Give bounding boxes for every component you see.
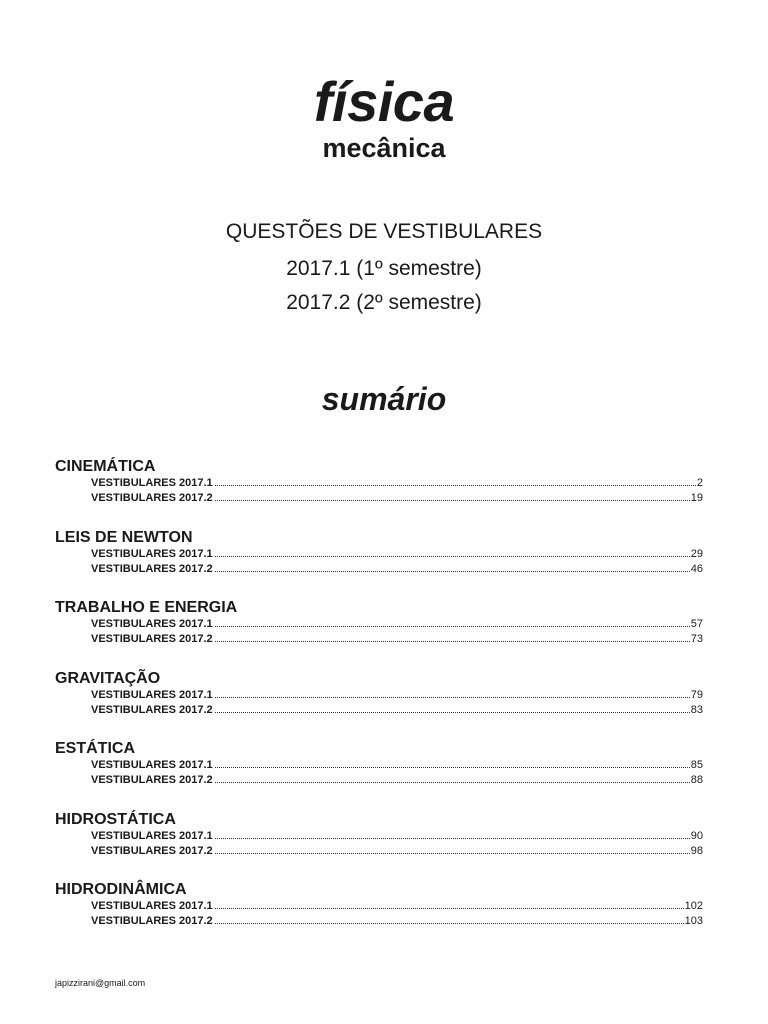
toc-entry-page: 88 <box>690 774 703 786</box>
dot-leader <box>215 696 690 698</box>
toc-section <box>55 810 703 881</box>
toc-entry-label: VESTIBULARES 2017.2 <box>91 915 213 927</box>
toc-entry-label: VESTIBULARES 2017.2 <box>91 562 213 575</box>
toc-entry[interactable] <box>55 547 703 562</box>
intro-heading: QUESTÕES DE VESTIBULARES <box>225 220 543 243</box>
toc-entry-label: VESTIBULARES 2017.1 <box>91 477 213 489</box>
table-of-contents <box>55 457 703 951</box>
toc-section <box>55 880 703 951</box>
toc-entry-page: 73 <box>690 633 703 645</box>
toc-entry-page: 102 <box>684 900 703 912</box>
toc-section <box>55 457 703 528</box>
toc-entry[interactable] <box>55 844 703 859</box>
toc-section <box>55 739 703 810</box>
toc-entry-label: VESTIBULARES 2017.2 <box>91 633 213 645</box>
toc-section-title: HIDRODINÂMICA <box>55 881 187 898</box>
dot-leader <box>215 555 690 557</box>
toc-section-title: LEIS DE NEWTON <box>55 528 193 546</box>
toc-entry[interactable] <box>55 899 703 914</box>
dot-leader <box>215 711 690 713</box>
toc-section-title: TRABALHO E ENERGIA <box>55 599 238 616</box>
toc-entry-label: VESTIBULARES 2017.2 <box>91 492 213 504</box>
footer-email: japizzirani@gmail.com <box>55 978 146 988</box>
toc-entry-label: VESTIBULARES 2017.1 <box>91 829 213 842</box>
dot-leader <box>215 922 684 924</box>
dot-leader <box>215 837 690 839</box>
toc-section-title: CINEMÁTICA <box>55 458 156 475</box>
toc-entry-label: VESTIBULARES 2017.1 <box>91 688 213 701</box>
toc-entry-label: VESTIBULARES 2017.1 <box>91 618 213 630</box>
intro-semester-1: 2017.1 (1º semestre) <box>286 257 482 280</box>
dot-leader <box>215 499 690 501</box>
toc-entry-page: 79 <box>690 688 703 701</box>
toc-entry-label: VESTIBULARES 2017.1 <box>91 900 213 912</box>
dot-leader <box>215 570 690 572</box>
document-title: física <box>313 70 455 133</box>
dot-leader <box>215 907 684 909</box>
dot-leader <box>215 852 690 854</box>
intro-semester-2: 2017.2 (2º semestre) <box>286 291 482 314</box>
toc-entry-page: 57 <box>690 618 703 630</box>
document-subtitle: mecânica <box>322 133 446 163</box>
toc-entry-page: 19 <box>690 492 703 504</box>
dot-leader <box>215 484 696 486</box>
toc-entry[interactable] <box>55 617 703 632</box>
toc-entry-label: VESTIBULARES 2017.2 <box>91 774 213 786</box>
toc-entry[interactable] <box>55 688 703 703</box>
toc-entry-page: 98 <box>690 844 703 857</box>
toc-entry[interactable] <box>55 914 703 929</box>
toc-entry-page: 2 <box>696 477 703 489</box>
toc-entry[interactable] <box>55 562 703 577</box>
toc-section <box>55 598 703 669</box>
toc-entry[interactable] <box>55 632 703 647</box>
toc-entry[interactable] <box>55 773 703 788</box>
toc-entry[interactable] <box>55 476 703 491</box>
toc-entry-page: 46 <box>690 562 703 575</box>
dot-leader <box>215 766 690 768</box>
summary-title: sumário <box>321 381 447 417</box>
toc-entry-label: VESTIBULARES 2017.2 <box>91 703 213 716</box>
toc-entry[interactable] <box>55 758 703 773</box>
toc-entry[interactable] <box>55 829 703 844</box>
toc-section-title: ESTÁTICA <box>55 740 135 757</box>
toc-section-title: HIDROSTÁTICA <box>55 810 176 828</box>
toc-entry-page: 29 <box>690 547 703 560</box>
toc-section-title: GRAVITAÇÃO <box>55 669 161 687</box>
dot-leader <box>215 625 690 627</box>
toc-entry-page: 83 <box>690 703 703 716</box>
toc-section <box>55 669 703 740</box>
toc-entry[interactable] <box>55 491 703 506</box>
toc-entry-label: VESTIBULARES 2017.1 <box>91 759 213 771</box>
toc-section <box>55 528 703 599</box>
toc-entry[interactable] <box>55 703 703 718</box>
toc-entry-page: 85 <box>690 759 703 771</box>
dot-leader <box>215 781 690 783</box>
toc-entry-page: 103 <box>684 915 703 927</box>
dot-leader <box>215 640 690 642</box>
toc-entry-page: 90 <box>690 829 703 842</box>
toc-entry-label: VESTIBULARES 2017.1 <box>91 547 213 560</box>
toc-entry-label: VESTIBULARES 2017.2 <box>91 844 213 857</box>
